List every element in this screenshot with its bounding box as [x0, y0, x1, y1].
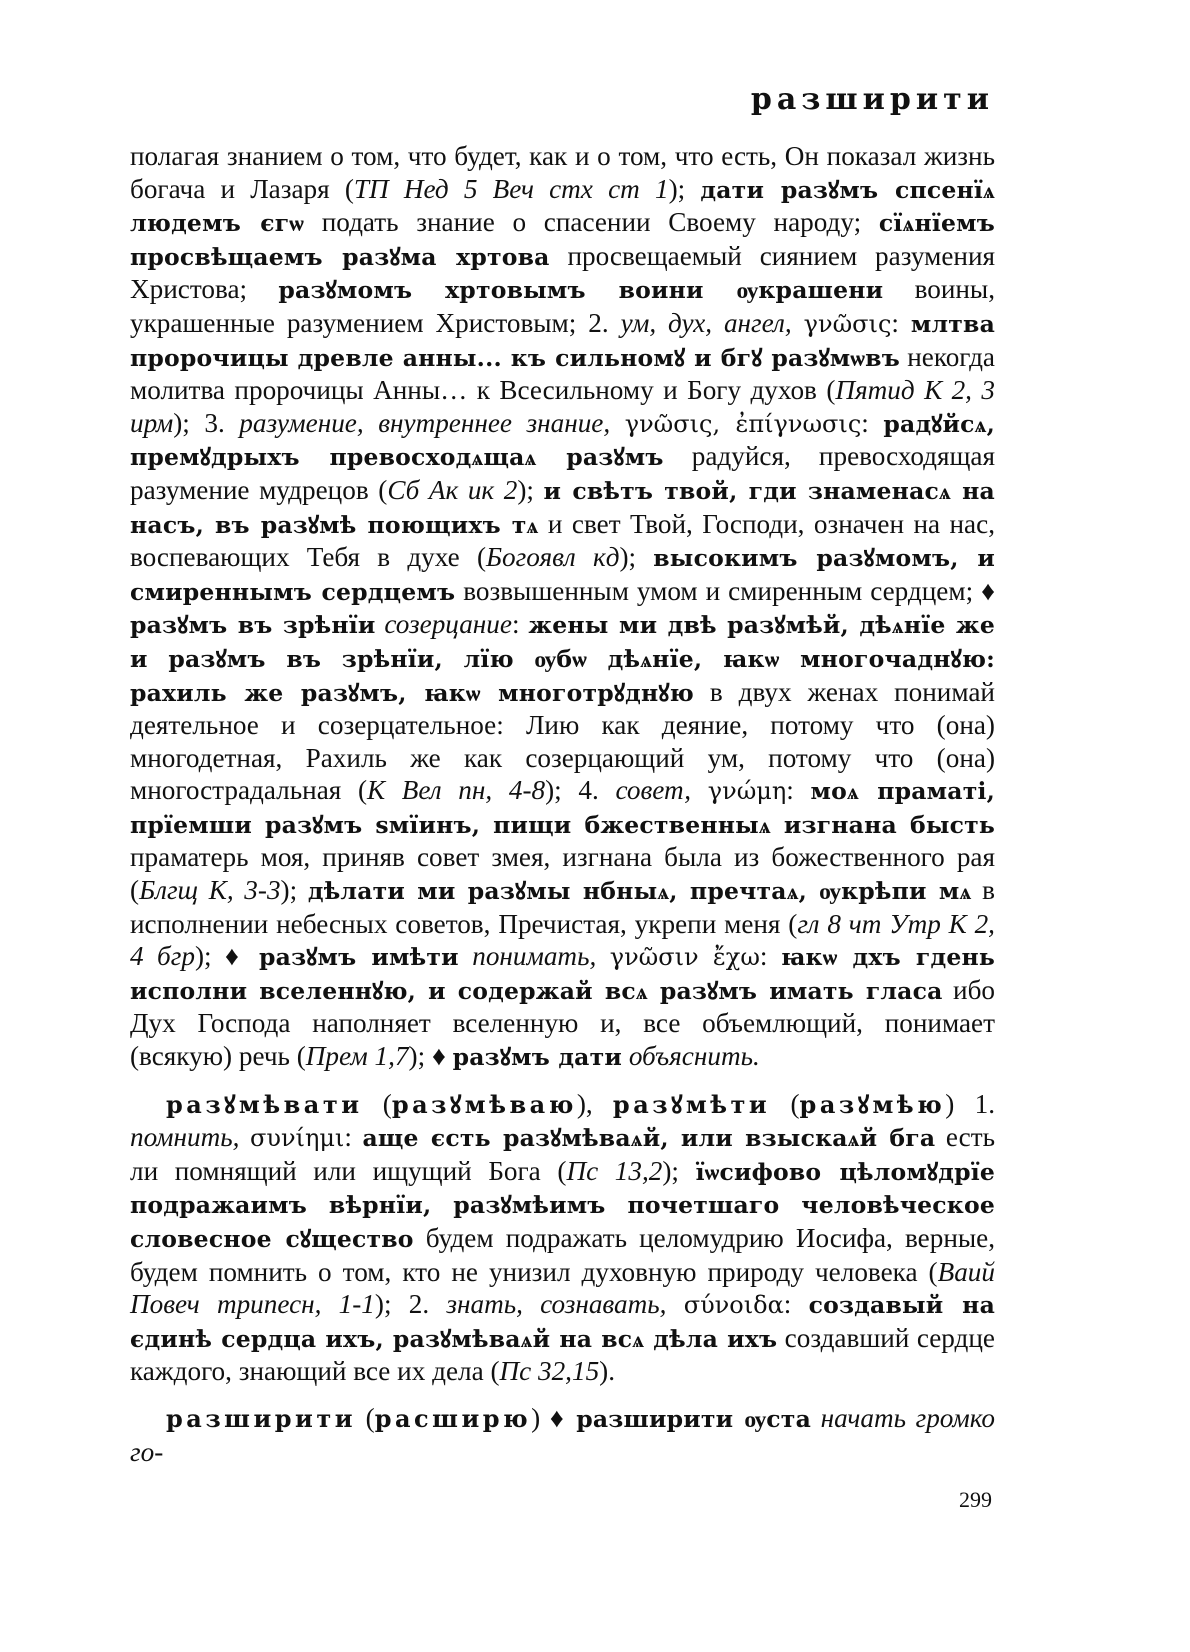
text-run: некогда молитва пророчицы Анны… к Всесильному и Богу духов (	[130, 341, 995, 406]
entry-continuation	[130, 140, 995, 1074]
text-run: );	[662, 1155, 696, 1186]
headword: разширити	[166, 1403, 356, 1433]
text-run	[459, 941, 472, 971]
church-slavonic-run: дати разꙋмъ спсенїѧ людемъ єгѡ	[130, 175, 996, 238]
greek-run: γνῶσιν ἔχω	[609, 943, 760, 972]
text-run: );	[280, 875, 308, 906]
text-run: ); ♦	[408, 1041, 453, 1072]
italic-run: созерцание	[384, 609, 512, 640]
church-slavonic-run: сїѧнїемъ просвѣщаемъ разꙋма хртова	[130, 209, 995, 271]
church-slavonic-run: дѣлати ми разꙋмы нбныѧ, пречтаѧ, ѹкрѣпи мѧ	[307, 877, 972, 906]
text-run: праматерь моя, приняв совет змея, изгнана была из божественного рая (	[130, 842, 995, 906]
text-run: :	[783, 1289, 809, 1320]
entry-razumevati	[130, 1088, 995, 1388]
text-run: будем подражать целомудрию Иосифа, верные, будем помнить о том, кто не унизил духовную природу человека (	[130, 1223, 995, 1287]
text-run: в двух женах понимай деятельное и созерцательное: Лию как деяние, потому что (она) многодетная, Рахиль же как созерцающий ум, потому что (она) многострадальная (	[130, 676, 995, 806]
church-slavonic-run: моѧ праматі, прїемши разꙋмъ ѕмїинъ, пищи бжественныѧ изгнана бысть	[130, 777, 995, 839]
text-run: :	[511, 609, 529, 640]
text-run: );	[668, 173, 701, 204]
text-run: );	[619, 542, 654, 573]
text-run: ); 4.	[545, 775, 616, 806]
text-run: ибо Дух Господа наполняет вселенную и, все объемлющий, понимает (всякую) речь (	[130, 974, 995, 1072]
italic-run: совет,	[615, 775, 692, 806]
italic-run: Прем 1,7	[305, 1041, 409, 1072]
text-run: :	[759, 941, 781, 972]
italic-run: К Вел пн, 4-8	[367, 775, 546, 806]
text-run: подать знание о спасении Своему народу;	[304, 207, 879, 238]
text-run	[792, 308, 804, 338]
text-run: воины, украшенные разумением Христовым; 2.	[130, 274, 995, 338]
text-run: просвещаемый сиянием разумения Христова;	[130, 240, 996, 305]
text-run: ); ♦	[194, 941, 260, 972]
church-slavonic-run: разширити ѹста	[576, 1404, 811, 1433]
italic-run: разумение, внутреннее знание,	[239, 407, 611, 438]
church-slavonic-run: разꙋмомъ хртовымъ воини ѹкрашени	[278, 276, 884, 305]
greek-run: γνώμη	[707, 777, 787, 806]
text-run: :	[861, 407, 884, 438]
italic-run: Пс 13,2	[566, 1155, 663, 1186]
text-run: ); 3.	[173, 407, 240, 438]
church-slavonic-run: радꙋйсѧ, премꙋдрыхъ превосходѧщаѧ разꙋмъ	[130, 409, 996, 472]
text-run: ),	[576, 1088, 613, 1119]
text-run: (	[770, 1088, 800, 1119]
church-slavonic-run: аще єсть разꙋмѣваѧй, или взыскаѧй бга	[362, 1124, 936, 1153]
entry-razshiriti	[130, 1402, 995, 1468]
church-slavonic-run: высокимъ разꙋмомъ, и смиреннымъ сердцемъ	[130, 544, 996, 606]
italic-run: гл 8 чт Утр К 2, 4 бгр	[130, 908, 995, 972]
italic-run: Блгщ К, 3-3	[139, 875, 281, 906]
italic-run: понимать,	[472, 941, 597, 972]
church-slavonic-run: разꙋмъ имѣти	[259, 943, 459, 972]
headword: разꙋмѣвати	[166, 1089, 363, 1119]
text-run	[610, 408, 625, 438]
church-slavonic-run: ꙗкѡ дхъ гдень исполни вселеннꙋю, и содержай всѧ разꙋмъ имать гласа	[130, 943, 996, 1005]
italic-run: Пятид К 2, 3 ирм	[130, 375, 995, 438]
italic-run: объяснить.	[628, 1041, 760, 1072]
italic-run: Богоявл кд	[486, 542, 620, 573]
italic-run: Пс 32,15	[499, 1356, 600, 1387]
running-head: разширити	[750, 82, 994, 117]
italic-run: начать громко го-	[130, 1402, 995, 1467]
text-run	[666, 1289, 683, 1319]
text-run	[596, 941, 609, 971]
text-run: ) ♦	[531, 1402, 577, 1433]
italic-run: ум, дух, ангел,	[620, 307, 792, 338]
text-run: ).	[599, 1356, 616, 1387]
text-run: возвышенным умом и смиренным сердцем; ♦	[455, 575, 995, 606]
text-run	[691, 775, 708, 805]
italic-run: знать, сознавать,	[446, 1289, 667, 1320]
italic-run: Ваий Повеч трипесн, 1-1	[130, 1256, 995, 1320]
text-run: ); 2.	[374, 1289, 447, 1320]
text-run: создавший сердце каждого, знающий все их дела (	[130, 1322, 995, 1387]
text-run: );	[517, 474, 544, 505]
text-run: в исполнении небесных советов, Пречистая, укрепи меня (	[130, 875, 996, 939]
headword: расширю	[374, 1403, 532, 1433]
text-run	[239, 1122, 250, 1152]
church-slavonic-run: разꙋмъ дати	[452, 1043, 623, 1072]
italic-run: помнить,	[130, 1122, 240, 1153]
italic-run: ТП Нед 5 Веч стх ст 1	[353, 173, 669, 204]
greek-run: γνῶσις, ἐπίγνωσις	[624, 409, 862, 438]
church-slavonic-run: разꙋмъ въ зрѣнїи	[130, 611, 376, 640]
text-run: есть ли помнящий или ищущий Бога (	[130, 1122, 996, 1186]
church-slavonic-run: жены ми двѣ разꙋмѣй, дѣѧнїе же и разꙋмъ въ зрѣнїи, лїю ѹбѡ дѣѧнїе, ꙗкѡ многочаднꙋю: рахиль же разꙋмъ, ꙗкѡ многотрꙋднꙋю	[130, 611, 996, 707]
greek-run: σύνοιδα	[683, 1291, 784, 1320]
italic-run: Сб Ак ик 2	[387, 474, 518, 505]
text-run: :	[891, 307, 911, 338]
headword: разꙋмѣю	[799, 1089, 946, 1119]
greek-run: συνίημι	[249, 1124, 345, 1153]
text-run	[811, 1403, 821, 1433]
text-run	[622, 1041, 629, 1071]
greek-run: γνῶσις	[803, 309, 892, 338]
text-run: :	[786, 775, 811, 806]
text-run: полагая знанием о том, что будет, как и о том, что есть, Он показал жизнь богача и Лазаря (	[130, 141, 995, 204]
body-text	[130, 140, 995, 1468]
text-run: (	[362, 1088, 392, 1119]
text-run: :	[344, 1122, 363, 1153]
text-run: и свет Твой, Господи, означен на нас, воспевающих Тебя в духе (	[130, 508, 995, 573]
text-run: (	[356, 1402, 375, 1433]
text-run: радуйся, превосходящая разумение мудрецов (	[130, 441, 995, 505]
church-slavonic-run: и свѣтъ твой, гди знаменасѧ на насъ, въ разꙋмѣ поющихъ тѧ	[130, 476, 995, 539]
church-slavonic-run: млтва пророчицы древле анны... къ сильномꙋ и бгꙋ разꙋмѡвъ	[130, 309, 996, 372]
church-slavonic-run: создавый на єдинѣ сердца ихъ, разꙋмѣваѧй на всѧ дѣла ихъ	[130, 1291, 996, 1353]
text-run: ) 1.	[945, 1088, 995, 1119]
church-slavonic-run: їѡсифово цѣломꙋдрїе подражаимъ вѣрнїи, разꙋмѣимъ почетшаго человѣческое словесное сꙋщество	[130, 1157, 996, 1253]
headword: разꙋмѣти	[612, 1089, 771, 1119]
page-number: 299	[959, 1487, 992, 1512]
headword: разꙋмѣваю	[391, 1089, 577, 1119]
